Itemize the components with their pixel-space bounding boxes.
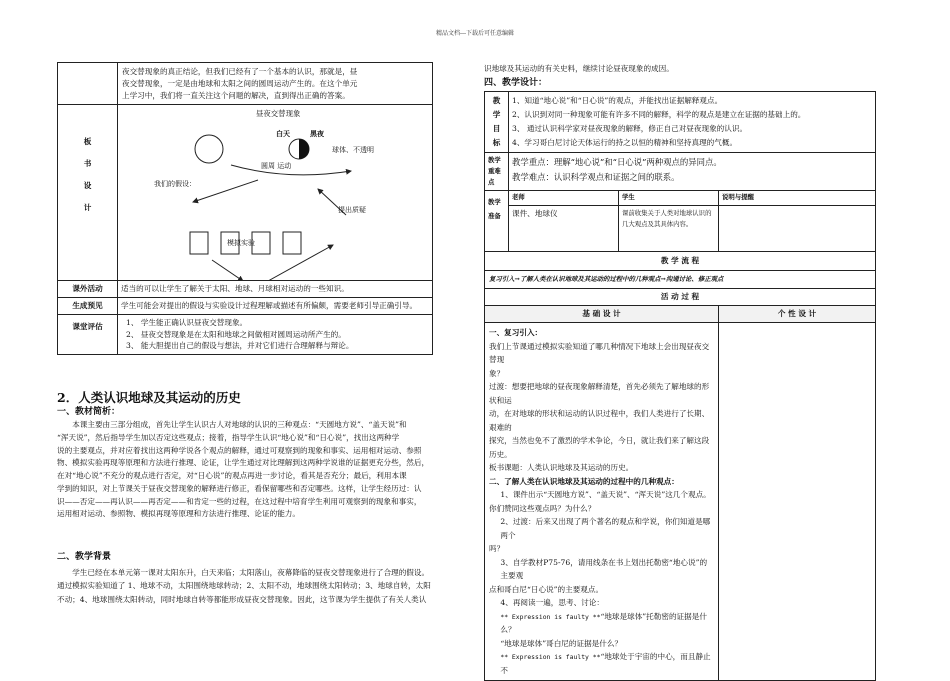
views-line-3: 2、过渡：后来又出现了两个著名的观点和学说，你们知道是哪两个 xyxy=(500,517,711,540)
notes-header: 说明与提醒 xyxy=(719,190,876,205)
intro-line-1: 夜交替现象的真正结论，但我们已经有了一个基本的认识，那就是，昼 xyxy=(122,67,358,76)
error-prefix-2: ** Expression is faulty ** xyxy=(500,653,601,662)
goal-4: 4、学习哥白尼讨论天体运行的持之以恒的精神和坚持真理的气概。 xyxy=(512,138,738,148)
key-point: 教学重点：理解“地心说”和“日心说”两种观点的异同点。 xyxy=(512,157,722,168)
s1-line-7: 识——否定——再认识——再否定——和肯定一些的过程，在这过程中培育学生利用可观察到的现象和事实， xyxy=(57,496,422,506)
goal-1: 1、知道“地心说”和“日心说”的观点，并能找出证据解释观点。 xyxy=(512,96,723,105)
hypothesis-box-4 xyxy=(283,232,301,254)
views-line-6: 点和哥白尼“日心说”的主要观点。 xyxy=(489,584,604,594)
board-label-2: 书 xyxy=(83,159,92,169)
intro-line-3: 上学习中，我们将一直关注这个问题的解决，直到得出正确的答案。 xyxy=(122,90,350,100)
views-title: 二、了解人类在认识地球及其运动的过程中的几种观点： xyxy=(489,476,679,486)
s1-line-6: 学到的知识，对上节课关于昼夜交替现象的解释进行修正，看保留哪些和否定哪些。这样，让学生经历过：认 xyxy=(57,483,422,493)
label-question: 提出质疑 xyxy=(338,206,366,215)
row-label-outside: 课外活动 xyxy=(58,281,118,298)
label-sphere: 球体、不透明 xyxy=(332,146,374,155)
left-plan-table xyxy=(57,62,433,355)
intro-line-2: 夜交替现象，一定是由地球和太阳之间的圆周运动产生的。在这个单元 xyxy=(122,78,358,88)
row-label-eval: 课堂评估 xyxy=(58,314,118,354)
eval-item-2: 2、 昼夜交替现象是在太阳和地球之间做相对圆周运动所产生的。 xyxy=(126,329,346,339)
err-line-1: “地球是球体”托勒密的证据是什么？ xyxy=(500,611,707,635)
earth-night-half xyxy=(299,139,309,159)
board-label-3: 设 xyxy=(83,181,92,191)
row-label-generate: 生成预见 xyxy=(58,298,118,315)
board-diagram xyxy=(118,105,432,281)
right-plan-table xyxy=(484,91,876,681)
err-line-3: “地球处于宇宙的中心，而且静止不 xyxy=(500,652,711,675)
goal-label-3: 目 xyxy=(492,124,501,134)
prep-label: 教学准备 xyxy=(485,190,509,251)
s1-line-4: 物、模拟实验再现等原理和方法进行推理、论证，让学生通过对比理解到这两种学说谁的证据更充分些，然后， xyxy=(57,458,430,468)
s2-line-3: 不动；4、地球围绕太阳转动，同时地球自转等都能形成昼夜交替现象。因此，这节课为学生提供了有关人类认 xyxy=(57,594,427,604)
s2-line-2: 通过模拟实验知道了 1、地球不动，太阳围绕地球转动；2、太阳不动，地球围绕太阳转动；3、地球自转，太阳 xyxy=(57,581,431,591)
personal-design-header: 个 性 设 计 xyxy=(719,306,876,323)
sun-circle xyxy=(195,135,223,163)
board-title: 昼夜交替现象 xyxy=(256,109,301,119)
eval-item-1: 1、 学生能正确认识昼夜交替现象。 xyxy=(126,317,248,327)
goal-2: 2、认识到对同一种现象可能有许多不同的解释，科学的观点是建立在证据的基础上的。 xyxy=(512,110,806,120)
difficulty: 教学难点：认识科学观点和证据之间的联系。 xyxy=(512,172,680,183)
key-label: 教学重难点 xyxy=(485,153,509,191)
s1-line-5: 在对“地心说”不充分的观点进行否定，对“日心说”的观点再进一步讨论，看其是否充分；最后，利用本课 xyxy=(57,471,407,480)
goal-3: 3、 通过认识科学家对昼夜现象的解释，修正自己对昼夜现象的认识。 xyxy=(512,124,748,134)
views-line-4: 吗？ xyxy=(489,544,505,554)
s1-line-8: 运用相对运动、参照物、模拟再现等原理和方法进行推理、论证的能力。 xyxy=(57,509,300,519)
student-items: 课前收集关于人类对地球认识的几大观点及其具体内容。 xyxy=(619,205,719,251)
review-title: 一、复习引入： xyxy=(489,328,543,337)
err-line-2: “地球是球体”哥白尼的证据是什么？ xyxy=(500,638,623,648)
row-text-outside: 适当的可以让学生了解关于太阳、地球、月球相对运动的一些知识。 xyxy=(118,281,433,298)
basic-design-header: 基 础 设 计 xyxy=(485,306,719,323)
process-title: 活 动 过 程 xyxy=(485,289,876,306)
teacher-header: 老师 xyxy=(509,190,619,205)
label-day: 白天 xyxy=(276,129,290,139)
page-header: 精品文档---下载后可任意编辑 xyxy=(435,30,515,37)
review-line-3: 过渡：想要把地球的昼夜现象解释清楚，首先必须先了解地球的形状和运 xyxy=(489,382,710,405)
label-experiment: 模拟实验 xyxy=(227,239,255,248)
views-line-1: 1、课件出示“天圆地方说”、“盖天说”、“浑天说”这几个观点。 xyxy=(500,490,711,500)
views-line-2: 你们赞同这些观点吗？为什么？ xyxy=(489,503,596,513)
arrow-to-hypothesis xyxy=(193,180,258,202)
views-line-5: 3、自学教材P75-76，请用线条在书上划出托勒密“地心说”的主要观 xyxy=(500,557,708,581)
lesson-title: 2．人类认识地球及其运动的历史 xyxy=(57,390,241,405)
label-motion: 圆周 运动 xyxy=(261,162,292,171)
right-top-line: 识地球及其运动的有关史料，继续讨论昼夜现象的成因。 xyxy=(484,64,674,73)
goal-label-2: 学 xyxy=(492,110,501,120)
section1-title: 一、教材简析： xyxy=(57,407,121,417)
review-line-4: 动，在对地球的形状和运动的认识过程中，我们人类进行了长期、艰难的 xyxy=(489,409,710,432)
review-line-1: 我们上节课通过模拟实验知道了哪几种情况下地球上会出现昼夜交替现 xyxy=(489,341,710,365)
s2-line-1: 学生已经在本单元第一课对太阳东升，白天来临；太阳落山，夜幕降临的昼夜交替现象进行了合理的假设。 xyxy=(72,568,430,577)
review-line-2: 象？ xyxy=(489,368,505,378)
views-line-7: 4、再阅读一遍，思考、讨论： xyxy=(500,598,604,608)
board-label-4: 计 xyxy=(83,203,92,213)
s1-line-3: 说的主要观点，并对应着找出这两种学说各个观点的解释，通过可观察到的现象和事实、运用相对运动、参照 xyxy=(57,445,422,455)
label-hypothesis: 我们的假设： xyxy=(154,180,196,189)
section2-title: 二、教学背景 xyxy=(57,552,112,562)
eval-item-3: 3、 能大胆提出自己的假设与想法，并对它们进行合理解释与辩论。 xyxy=(126,341,354,351)
row-text-generate: 学生可能会对提出的假设与实验设计过程理解或描述有所偏颇，需要老师引导正确引导。 xyxy=(118,298,433,315)
error-prefix-1: ** Expression is faulty ** xyxy=(500,612,601,621)
flow-title: 教 学 流 程 xyxy=(485,251,876,270)
board-label-1: 板 xyxy=(83,137,92,147)
s1-line-2: “浑天说”，然后指导学生加以否定这些观点；接着，指导学生认识“地心说”和“日心说”，找出这两种学 xyxy=(57,432,400,442)
review-line-5: 探究，当然也免不了激烈的学术争论，今日，就让我们来了解这段历史。 xyxy=(489,436,710,459)
label-night: 黑夜 xyxy=(310,129,324,139)
s1-line-1: 本课主要由三部分组成，首先让学生认识古人对地球的认识的三种观点：“天圆地方说”、“盖天说”和 xyxy=(72,420,407,429)
student-header: 学生 xyxy=(619,190,719,205)
goal-label-4: 标 xyxy=(492,138,501,148)
hypothesis-box-1 xyxy=(190,232,208,254)
teacher-items: 课件、地球仪 xyxy=(509,205,619,251)
arrow-to-experiment xyxy=(212,260,243,281)
goal-label-1: 教 xyxy=(492,96,501,105)
review-line-6: 板书课题：人类认识地球及其运动的历史。 xyxy=(489,463,634,473)
flow-text: 复习引入→了解人类在认识地球及其运动的过程中的几种观点→沟通讨论、修正观点 xyxy=(485,270,876,289)
section4-title: 四、教学设计： xyxy=(484,78,548,88)
